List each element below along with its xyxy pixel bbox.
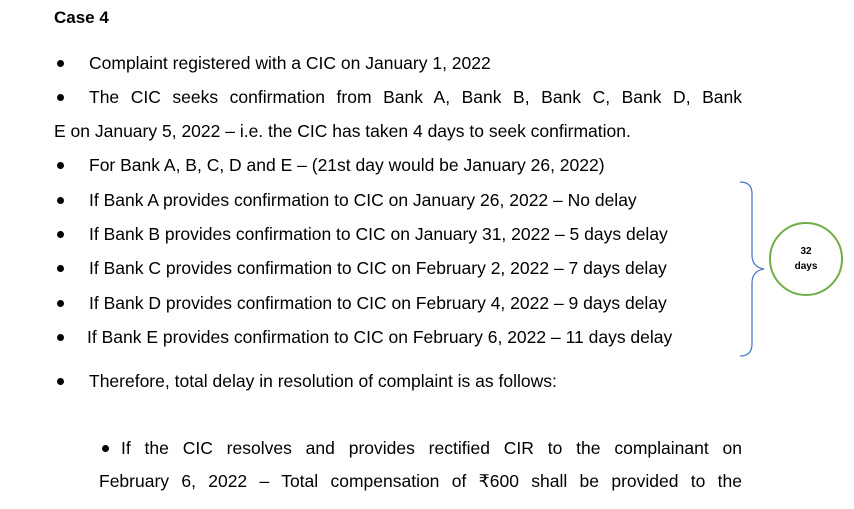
total-delay-circle xyxy=(769,222,843,296)
bullet-bank-c: If Bank C provides confirmation to CIC on February 2, 2022 – 7 days delay xyxy=(89,258,667,278)
sub-bullet-line-2: February 6, 2022 – Total compensation of ₹600 shall be provided to the xyxy=(99,471,742,491)
sub-bullet-dot xyxy=(102,445,109,452)
bullet-bank-a: If Bank A provides confirmation to CIC on January 26, 2022 – No delay xyxy=(89,190,637,210)
total-delay-number: 32 xyxy=(800,246,812,257)
case-heading: Case 4 xyxy=(54,8,109,27)
bullet-dot xyxy=(57,300,64,307)
bullet-therefore: Therefore, total delay in resolution of complaint is as follows: xyxy=(89,371,557,391)
bullet-cic-seeks-confirmation-continued: E on January 5, 2022 – i.e. the CIC has taken 4 days to seek confirmation. xyxy=(54,121,631,141)
bullet-dot xyxy=(57,162,64,169)
bullet-bank-d: If Bank D provides confirmation to CIC on February 4, 2022 – 9 days delay xyxy=(89,293,667,313)
bullet-dot xyxy=(57,231,64,238)
sub-bullet-line-1: If the CIC resolves and provides rectified CIR to the complainant on xyxy=(121,438,742,458)
bullet-dot xyxy=(57,265,64,272)
bullet-dot xyxy=(57,334,64,341)
bullet-21st-day: For Bank A, B, C, D and E – (21st day would be January 26, 2022) xyxy=(89,155,605,175)
bullet-dot xyxy=(57,94,64,101)
bullet-bank-b: If Bank B provides confirmation to CIC on January 31, 2022 – 5 days delay xyxy=(89,224,668,244)
total-delay-unit: days xyxy=(794,261,818,272)
right-brace-icon xyxy=(738,180,768,358)
bullet-complaint-registered: Complaint registered with a CIC on January 1, 2022 xyxy=(89,53,491,73)
bullet-dot xyxy=(57,378,64,385)
bullet-cic-seeks-confirmation: The CIC seeks confirmation from Bank A, Bank B, Bank C, Bank D, Bank xyxy=(89,87,742,107)
bullet-bank-e: If Bank E provides confirmation to CIC on February 6, 2022 – 11 days delay xyxy=(87,327,673,347)
bullet-dot xyxy=(57,60,64,67)
bullet-dot xyxy=(57,197,64,204)
